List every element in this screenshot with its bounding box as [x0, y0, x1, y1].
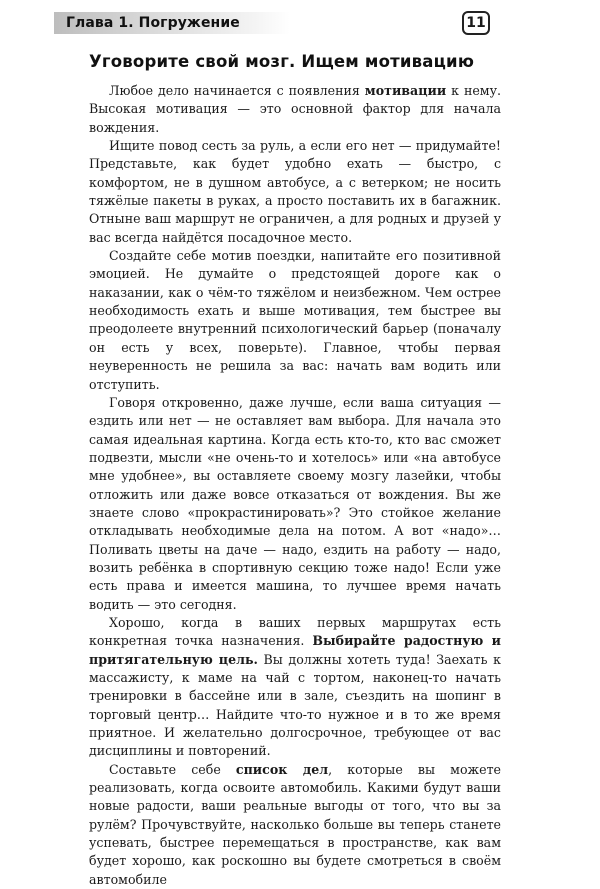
paragraph-6-text-c: , которые вы можете реализовать, когда освоите автомобиль. Какими будут ваши новые радости, ваши реальные выгоды от того, что вы за рулём? Прочувствуйте, насколько больше вы теперь станете успевать, быстрее перемещаться в пространстве, как вам будет хорошо, как роскошно вы будете смотреться в своём автомобиле [89, 761, 501, 887]
paragraph-5-bold: Выбирайте радостную и притягательную цель. [89, 633, 502, 667]
chapter-title: Глава 1. Погружение [66, 15, 240, 31]
paragraph-5 [89, 614, 501, 761]
paragraph-6-text-a: Составьте себе [109, 761, 236, 777]
page-header [60, 10, 500, 36]
paragraph-1-text-a: Любое дело начинается с появления [109, 83, 365, 98]
paragraph-5-text-c: Вы должны хотеть туда! Заехать к массажисту, к маме на чай с тортом, наконец-то начать тренировки в бассейне или в зале, съездить на шопинг в торговый центр… Найдите что-то нужное и в то же время приятное. И желательно долгосрочное, требующее от вас дисциплины и повторений. [89, 651, 501, 759]
paragraph-3: Создайте себе мотив поездки, напитайте его позитивной эмоцией. Не думайте о предстоящей дороге как о наказании, как о чём-то тяжёлом и неизбежном. Чем острее необходимость ехать и выше мотивация, тем быстрее вы преодолеете внутренний психологический барьер (поначалу он есть у всех, поверьте). Главное, чтобы первая неуверенность не решила за вас: начать вам водить или отступить. [89, 248, 501, 392]
paragraph-4: Говоря откровенно, даже лучше, если ваша ситуация — ездить или нет — не оставляет вам выбора. Для начала это самая идеальная картина. Когда есть кто-то, кто вас сможет подвезти, мысли «не очень-то и хотелось» или «на автобусе мне удобнее», вы оставляете своему мозгу лазейки, чтобы отложить или даже вовсе отказаться от вождения. Вы же знаете слово «прокрастинировать»? Это стойкое желание откладывать необходимые дела на потом. А вот «надо»… Поливать цветы на даче — надо, ездить на работу — надо, возить ребёнка в спортивную секцию тоже надо! Если уже есть права и имеется машина, то лучшее время начать водить — это сегодня. [89, 394, 501, 612]
paragraph-2: Ищите повод сесть за руль, а если его нет — придумайте! Представьте, как будет удобно ехать — быстро, с комфортом, не в душном автобусе, а с ветерком; не носить тяжёлые пакеты в руках, а просто поставить их в багажник. Отныне ваш маршрут не ограничен, а для родных и друзей у вас всегда найдётся посадочное место. [89, 138, 501, 245]
paragraph-1 [89, 82, 501, 137]
paragraph-5-text-a: Хорошо, когда в ваших первых маршрутах есть конкретная точка назначения. [89, 614, 501, 649]
paragraph-6 [89, 761, 501, 889]
paragraph-6-bold: список дел [235, 761, 329, 777]
paragraph-1-text-c: к нему. Высокая мотивация — это основной фактор для начала вождения. [89, 83, 502, 135]
body-text [89, 82, 501, 889]
page-number: 11 [462, 11, 490, 35]
paragraph-1-bold: мотивации [364, 83, 447, 98]
section-heading: Уговорите свой мозг. Ищем мотивацию [89, 52, 475, 71]
